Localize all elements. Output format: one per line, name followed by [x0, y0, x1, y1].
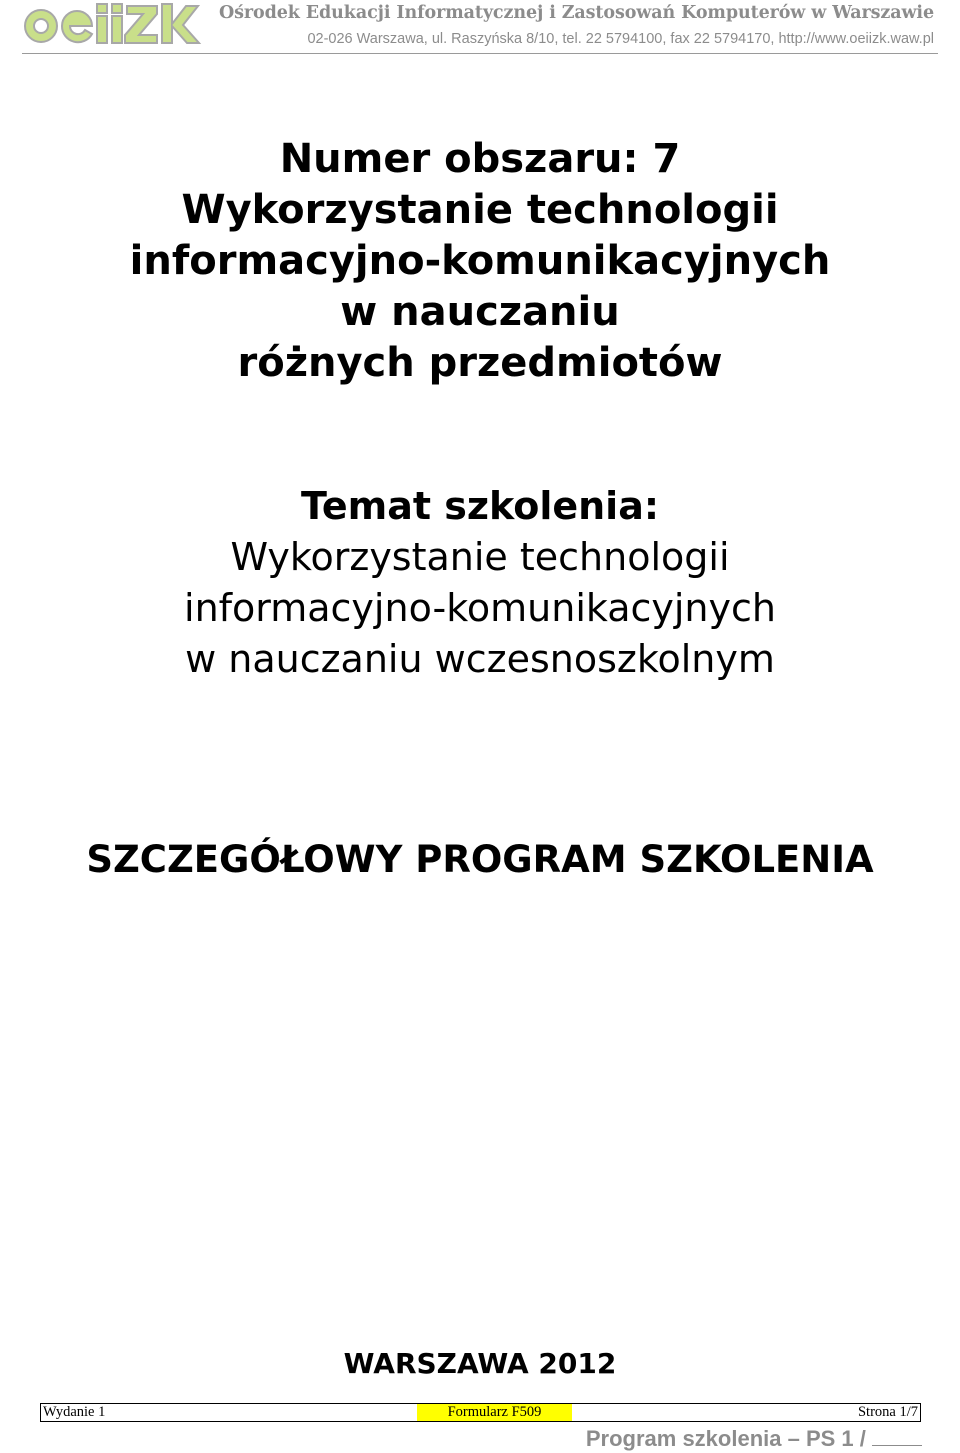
program-heading: SZCZEGÓŁOWY PROGRAM SZKOLENIA: [86, 838, 874, 881]
oeiizk-logo: [22, 2, 202, 48]
footer-page-number: Strona 1/7: [857, 1404, 918, 1420]
program-code-blank: [872, 1444, 922, 1446]
area-title-line: Wykorzystanie technologii: [181, 187, 779, 233]
header-divider: [22, 53, 938, 54]
institution-address: 02-026 Warszawa, ul. Raszyńska 8/10, tel. 22 5794100, fax 22 5794170, http://www.oeiizk.waw.pl: [307, 31, 934, 47]
area-title-line: różnych przedmiotów: [237, 340, 723, 386]
topic-line: informacyjno-komunikacyjnych: [184, 586, 776, 630]
footer-form-number: Formularz F509: [417, 1404, 572, 1421]
program-code-text: Program szkolenia – PS 1 /: [585, 1426, 866, 1451]
institution-name: Ośrodek Edukacji Informatycznej i Zastosowań Komputerów w Warszawie: [219, 3, 934, 23]
area-title-line: Numer obszaru: 7: [279, 136, 681, 182]
page-header: [0, 0, 960, 56]
area-title: [0, 134, 960, 389]
area-title-line: w nauczaniu: [340, 289, 620, 335]
footer-table: [40, 1403, 921, 1422]
place-year: WARSZAWA 2012: [343, 1347, 617, 1380]
topic-label: Temat szkolenia:: [300, 484, 660, 528]
program-code: [586, 1425, 922, 1453]
topic-line: Wykorzystanie technologii: [230, 535, 730, 579]
footer-edition: Wydanie 1: [43, 1404, 106, 1420]
topic-line: w nauczaniu wczesnoszkolnym: [185, 637, 775, 681]
training-topic: [0, 481, 960, 685]
area-title-line: informacyjno-komunikacyjnych: [129, 238, 831, 284]
